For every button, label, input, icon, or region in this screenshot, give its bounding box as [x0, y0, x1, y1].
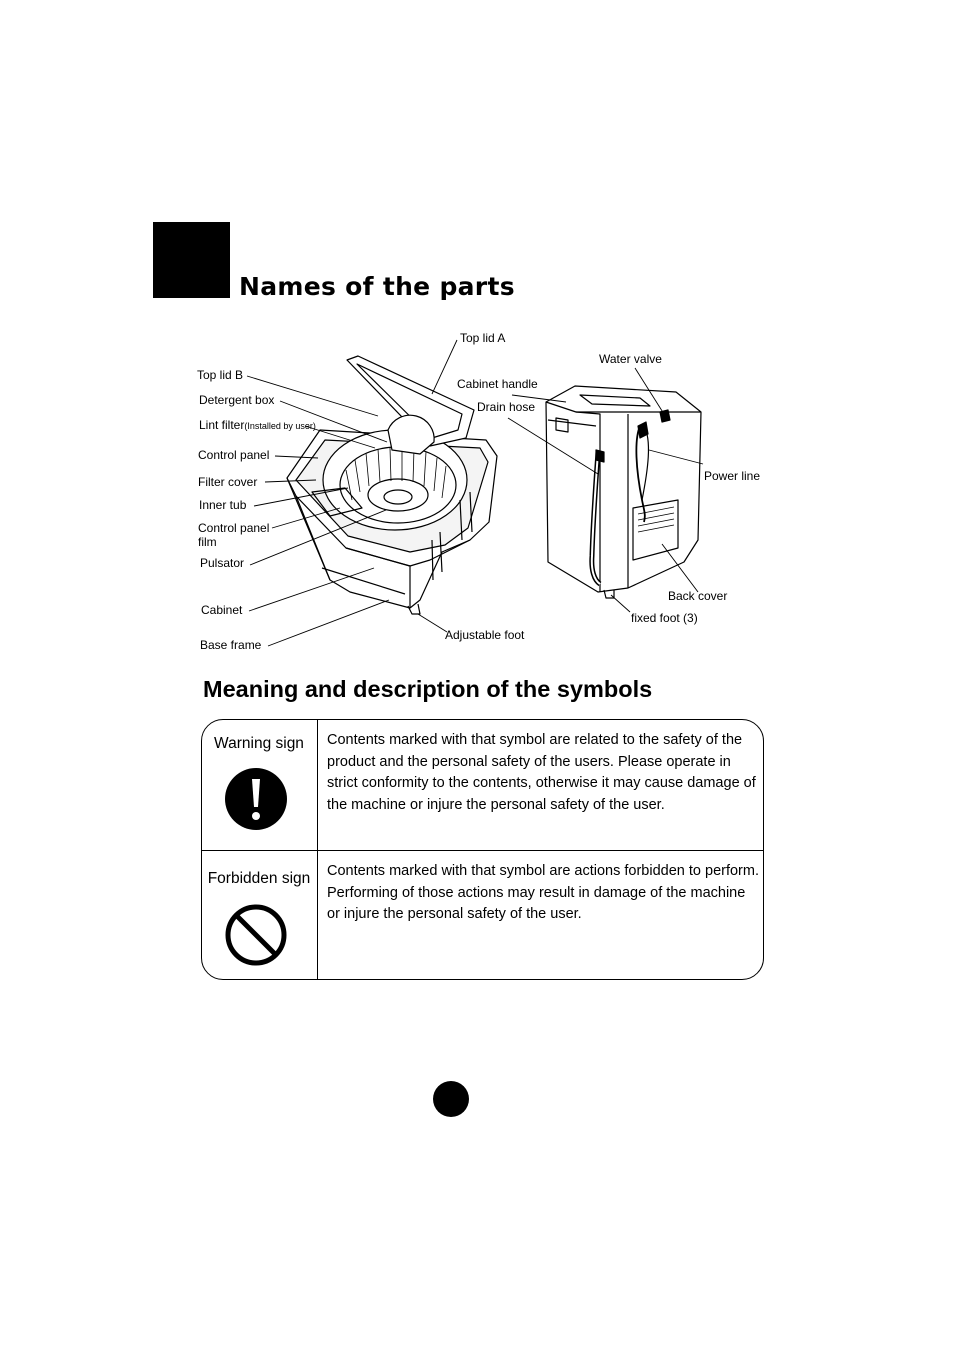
label-inner-tub: Inner tub	[199, 498, 247, 512]
label-lint-filter-note: (Installed by user)	[244, 421, 316, 431]
label-pulsator: Pulsator	[200, 556, 245, 570]
symbol-name-cell	[202, 851, 318, 980]
label-fixed-foot: fixed foot (3)	[631, 611, 698, 625]
symbols-table	[201, 719, 764, 980]
label-top-lid-a: Top lid A	[460, 331, 506, 345]
symbol-name-cell	[202, 720, 318, 850]
label-control-panel: Control panel	[198, 448, 270, 462]
prohibited-circle-icon	[224, 903, 288, 967]
warning-sign-description: Contents marked with that symbol are related to the safety of the product and the personal safety of the users. Please operate in strict conformity to the contents, otherwise it may cause damage of the machine or injure the personal safety of the user.	[327, 732, 756, 813]
label-water-valve: Water valve	[599, 352, 662, 366]
label-base-frame: Base frame	[200, 638, 262, 652]
label-lint-filter	[199, 418, 316, 433]
exclamation-circle-icon	[224, 767, 288, 831]
label-filter-cover: Filter cover	[198, 475, 258, 489]
label-top-lid-b: Top lid B	[197, 368, 244, 382]
label-control-panel-film-line2: film	[198, 535, 217, 549]
symbol-row-forbidden	[202, 851, 763, 980]
section-title: Names of the parts	[239, 272, 515, 301]
label-cabinet: Cabinet	[201, 603, 243, 617]
symbol-row-warning	[202, 720, 763, 851]
label-cabinet-handle: Cabinet handle	[457, 377, 538, 391]
warning-sign-label: Warning sign	[214, 735, 304, 752]
label-power-line: Power line	[704, 469, 761, 483]
page-marker-dot	[433, 1081, 469, 1117]
label-drain-hose: Drain hose	[477, 400, 536, 414]
label-back-cover: Back cover	[668, 589, 728, 603]
label-control-panel-film-line1: Control panel	[198, 521, 270, 535]
forbidden-sign-label: Forbidden sign	[207, 870, 311, 887]
label-adjustable-foot: Adjustable foot	[445, 628, 525, 642]
symbols-section-title: Meaning and description of the symbols	[203, 676, 653, 702]
label-detergent-box: Detergent box	[199, 393, 275, 407]
forbidden-sign-description: Contents marked with that symbol are actions forbidden to perform. Performing of those actions may result in damage of the machine or injure the personal safety of the user.	[327, 863, 759, 923]
label-lint-filter-text: Lint filter	[199, 418, 245, 432]
